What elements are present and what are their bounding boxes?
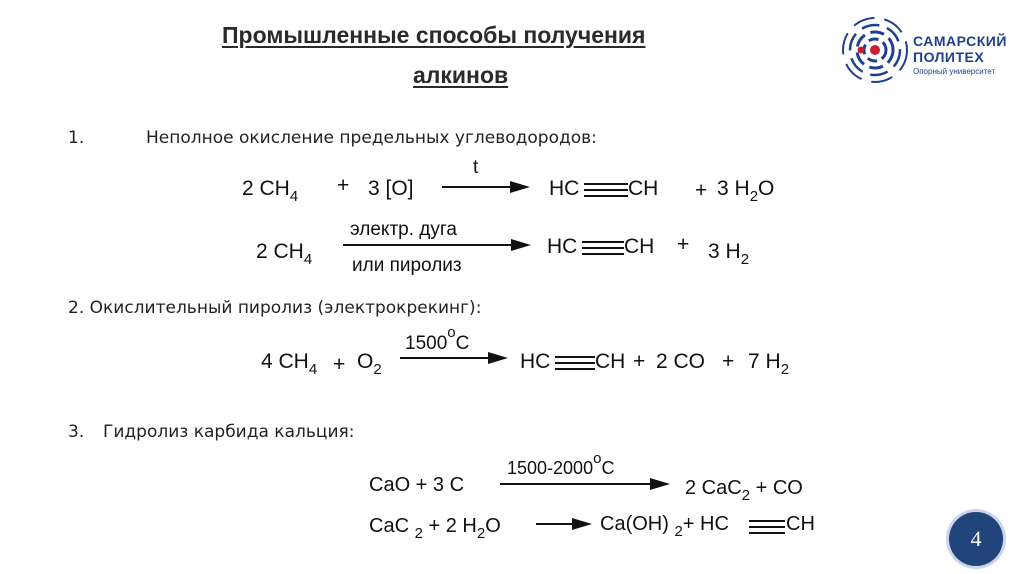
logo-tagline: Опорный университет [913,67,996,76]
m2-plus: + [333,353,346,376]
m1e2-product-right: CH [624,235,655,258]
m3e2-products: Ca(OH) $_2$+ HC [600,513,729,540]
m1e1-water: 3 $H_2O$ [717,177,775,205]
m3e1-reactants: CaO + 3 C [369,474,465,496]
m2-triple-bond-icon [555,353,595,373]
m2-hydrogen: 7 $H_2$ [748,350,790,378]
m1e2-condition-bottom: или пиролиз [352,255,462,276]
m1e2-reactant: 2 $CH_4$ [256,240,313,268]
m1e2-triple-bond-icon [582,238,624,258]
page-number-badge [949,512,1003,566]
slide-title-line2: алкинов [413,62,509,88]
m1e2-hydrogen: 3 $H_2$ [708,240,750,268]
m3e1-products: 2 CaC$_2$ + CO [685,477,803,504]
m3e2-arrow-icon [536,516,592,532]
m1e2-condition-top: электр. дуга [350,219,457,240]
m2-product-right: CH [595,350,626,373]
m2-reactant: 4 $CH_4$ [261,350,318,378]
logo-name-line2: ПОЛИТЕХ [913,49,985,65]
m2-carbon-monoxide: 2 CO [656,350,706,373]
m2-product-left: HC [520,350,551,373]
method2-heading: 2. Окислительный пиролиз (электрокрекинг): [68,298,482,318]
university-logo [835,10,1015,90]
m2-plus2: + [633,350,646,373]
m3e1-arrow-icon [500,476,672,492]
slide-title-line1: Промышленные способы получения [222,22,646,48]
m1e1-oxygen: 3 [O] [368,177,414,200]
logo-name-line1: САМАРСКИЙ [913,33,1007,49]
method3-heading: Гидролиз карбида кальция: [103,422,355,442]
m2-oxygen: $O_2$ [357,350,382,378]
m1e1-plus2: + [695,179,708,202]
m1e1-triple-bond-icon [584,180,628,200]
m1e1-product-right: CH [628,177,659,200]
m1e1-product-left: HC [549,177,580,200]
m1e2-plus: + [677,233,690,256]
logo-emblem-icon [835,10,915,90]
m1e2-arrow-icon [343,237,533,253]
m2-arrow-icon [400,350,510,366]
page-number: 4 [970,526,982,551]
m1e1-condition: t [473,157,479,178]
method1-number: 1. [68,128,85,148]
m2-condition: 1500$^o$C [405,324,470,354]
m1e1-plus: + [337,174,350,197]
method3-number: 3. [68,422,85,442]
m1e1-arrow-icon [442,179,532,195]
m1e1-reactant: 2 $CH_4$ [242,177,299,205]
m3e2-triple-bond-icon [749,517,785,537]
m2-plus3: + [722,350,735,373]
method1-heading: Неполное окисление предельных углеводородов: [146,128,597,148]
m3e2-reactants: CaC $_2$ + 2 $H_2O$ [369,515,501,542]
m3e1-condition: 1500-2000$^o$C [507,450,615,478]
m3e2-product-right: CH [786,513,815,535]
m1e2-product-left: HC [547,235,578,258]
